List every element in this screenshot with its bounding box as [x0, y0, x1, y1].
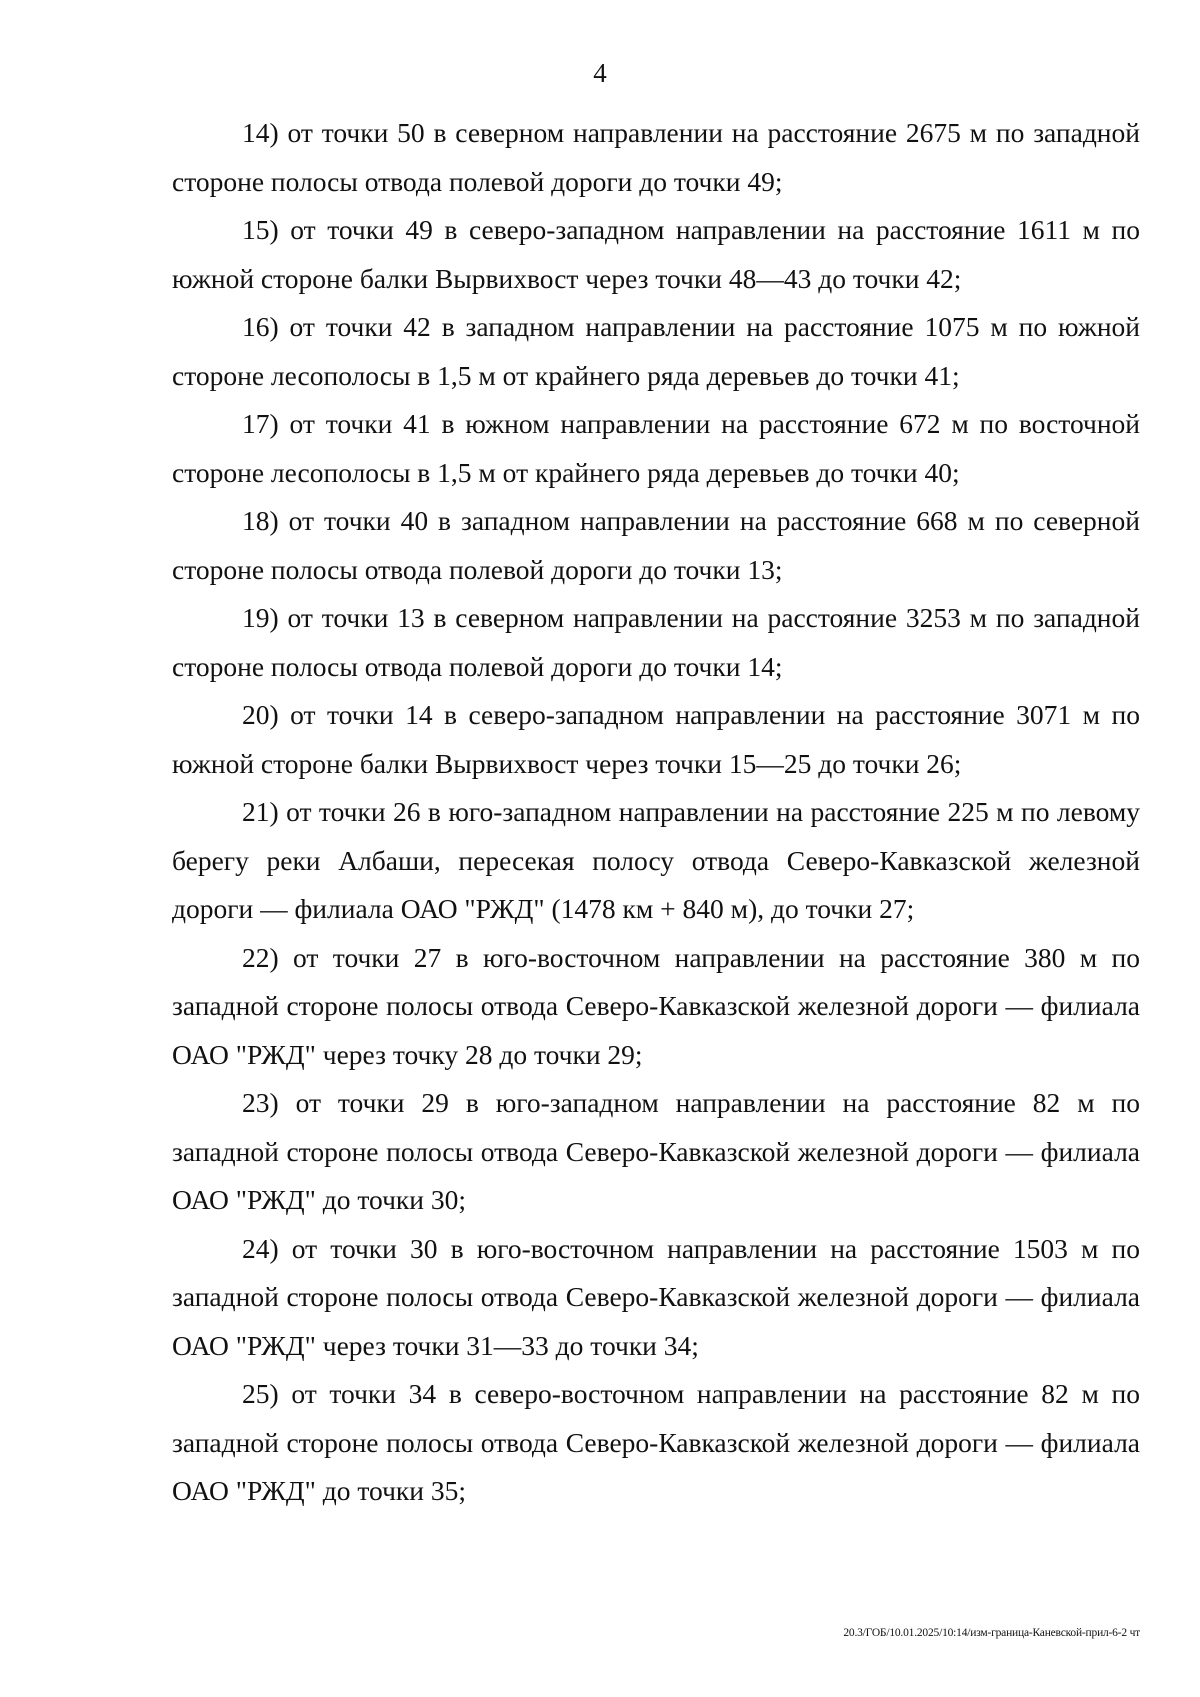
document-body	[172, 109, 1140, 1516]
page-number: 4	[593, 58, 607, 88]
list-item: 22) от точки 27 в юго-восточном направлении на расстояние 380 м по западной стороне полосы отвода Северо-Кавказской железной дороги — филиала ОАО "РЖД" через точку 28 до точки 29;	[172, 941, 1140, 1070]
list-item: 17) от точки 41 в южном направлении на расстояние 672 м по восточной стороне лесополосы в 1,5 м от крайнего ряда деревьев до точки 40;	[172, 408, 1140, 488]
list-item: 20) от точки 14 в северо-западном направлении на расстояние 3071 м по южной стороне балки Вырвихвост через точки 15—25 до точки 26;	[172, 699, 1140, 779]
list-item: 14) от точки 50 в северном направлении на расстояние 2675 м по западной стороне полосы отвода полевой дороги до точки 49;	[172, 117, 1140, 197]
list-item: 15) от точки 49 в северо-западном направлении на расстояние 1611 м по южной стороне балки Вырвихвост через точки 48—43 до точки 42;	[172, 214, 1140, 294]
list-item: 23) от точки 29 в юго-западном направлении на расстояние 82 м по западной стороне полосы отвода Северо-Кавказской железной дороги — филиала ОАО "РЖД" до точки 30;	[172, 1087, 1140, 1215]
list-item: 16) от точки 42 в западном направлении на расстояние 1075 м по южной стороне лесополосы в 1,5 м от крайнего ряда деревьев до точки 41;	[172, 311, 1140, 391]
list-item: 18) от точки 40 в западном направлении на расстояние 668 м по северной стороне полосы отвода полевой дороги до точки 13;	[172, 505, 1140, 585]
list-item: 21) от точки 26 в юго-западном направлении на расстояние 225 м по левому берегу реки Албаши, пересекая полосу отвода Северо-Кавказской железной дороги — филиала ОАО "РЖД" (1478 км + 840 м), до точки 27;	[172, 796, 1140, 924]
list-item: 24) от точки 30 в юго-восточном направлении на расстояние 1503 м по западной стороне полосы отвода Северо-Кавказской железной дороги — филиала ОАО "РЖД" через точки 31—33 до точки 34;	[172, 1232, 1140, 1361]
list-item: 19) от точки 13 в северном направлении на расстояние 3253 м по западной стороне полосы отвода полевой дороги до точки 14;	[172, 602, 1140, 682]
list-item: 25) от точки 34 в северо-восточном направлении на расстояние 82 м по западной стороне полосы отвода Северо-Кавказской железной дороги — филиала ОАО "РЖД" до точки 35;	[172, 1378, 1140, 1506]
footer-document-code: 20.3/ГОБ/10.01.2025/10:14/изм-граница-Каневской-прил-6-2 чт	[843, 1627, 1140, 1639]
